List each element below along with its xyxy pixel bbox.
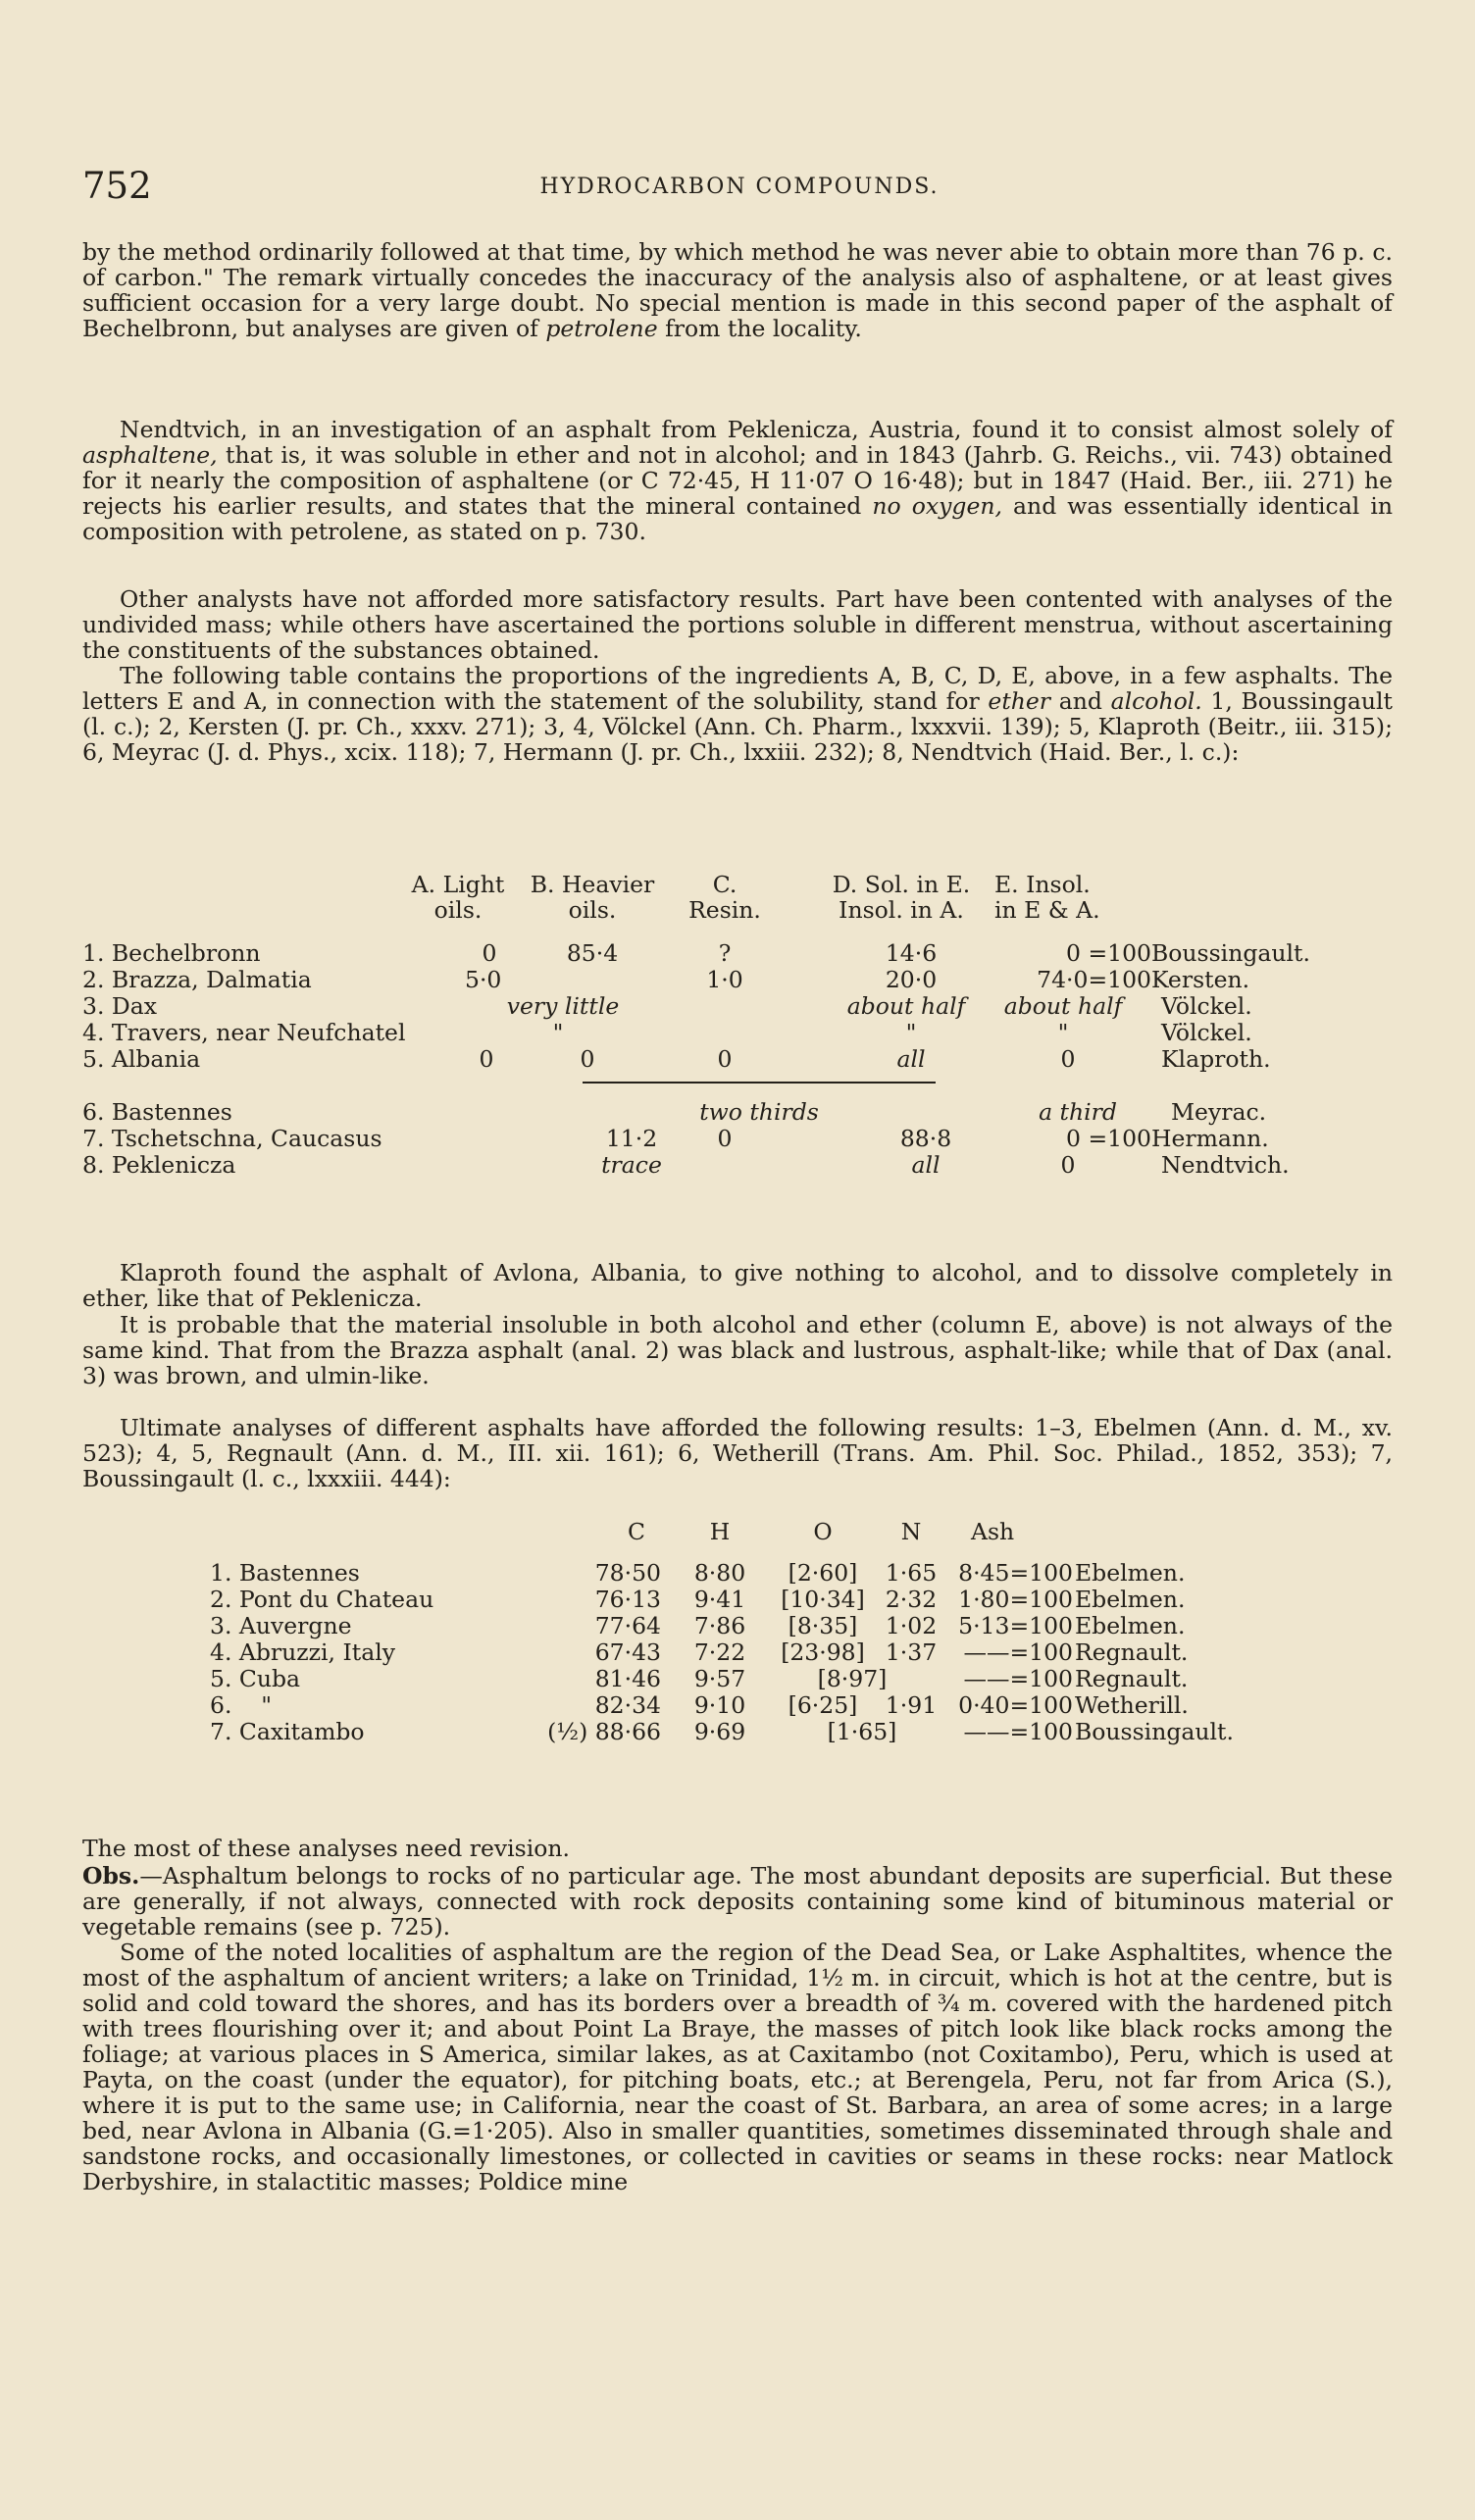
table-row-label: 2. Pont du Chateau (210, 1586, 434, 1613)
table-cell: 1·65 (885, 1559, 938, 1587)
paragraph-text: Klaproth found the asphalt of Avlona, Albania, to give nothing to alcohol, and to dissolve completely in ether, like that of Peklenicza. (82, 1259, 1393, 1312)
table-cell: ——=100 (963, 1665, 1073, 1692)
col-header-a: A. Light (411, 871, 505, 898)
col-header-ash: Ash (971, 1518, 1015, 1545)
page-header (82, 165, 1397, 214)
table-row-label: 1. Bechelbronn (82, 939, 261, 967)
table-cell: 8·45=100 (958, 1559, 1073, 1587)
table-cell: ? (718, 939, 732, 967)
table-cell: 1·02 (885, 1612, 938, 1639)
table-cell: two thirds (699, 1098, 819, 1126)
italic-run: alcohol. (1110, 687, 1202, 715)
table-cell-author: Wetherill. (1075, 1691, 1189, 1719)
paragraph (82, 239, 1393, 341)
table-cell: trace (601, 1151, 662, 1179)
table-row-label: 6. " (210, 1691, 273, 1719)
page-number: 752 (82, 165, 152, 207)
table-cell: 74·0=100 (1037, 966, 1151, 993)
col-header-n: N (900, 1518, 922, 1545)
table-cell: 9·41 (693, 1586, 746, 1613)
col-header-c-sub: Resin. (688, 896, 761, 924)
table-cell: 7·22 (693, 1638, 746, 1666)
table-cell: 77·64 (594, 1612, 661, 1639)
table-cell: 7·86 (693, 1612, 746, 1639)
table-cell: ——=100 (963, 1718, 1073, 1745)
text-run: and was essentially identical in composition with petrolene, as stated on p. 730. (82, 492, 1393, 545)
table-cell: 14·6 (885, 939, 938, 967)
col-header-o: O (813, 1518, 833, 1545)
paragraph (82, 1836, 1393, 1861)
table-cell: 78·50 (594, 1559, 661, 1587)
table-cell-author: Ebelmen. (1075, 1586, 1186, 1613)
table-cell: [23·98] (781, 1638, 865, 1666)
table-cell: 85·4 (566, 939, 619, 967)
table-cell: [8·97] (817, 1665, 888, 1692)
col-header-e: E. Insol. (994, 871, 1091, 898)
table-cell: 2·32 (885, 1586, 938, 1613)
table-cell: 0 (717, 1125, 733, 1152)
table-cell-author: Nendtvich. (1161, 1151, 1290, 1179)
table-cell-author: Regnault. (1075, 1638, 1189, 1666)
paragraph-text: Ultimate analyses of different asphalts have afforded the following results: 1–3, Ebelmen (Ann. d. M., xv. 523); 4, 5, Regnault (Ann. d. M., III. xii. 161); 6, Wetherill (Trans. Am. Phil. Soc. Philad., 1852, 353); 7, Boussingault (l. c., lxxxiii. 444): (82, 1414, 1393, 1492)
table-row-label: 5. Cuba (210, 1665, 301, 1692)
col-header-c: C. (712, 871, 738, 898)
table-row-label: 6. Bastennes (82, 1098, 232, 1126)
table-cell-author: Kersten. (1151, 966, 1250, 993)
table-cell: 0 (1060, 1151, 1076, 1179)
table-cell: 5·13=100 (958, 1612, 1073, 1639)
table-cell: [10·34] (781, 1586, 865, 1613)
table-cell: very little (506, 992, 620, 1020)
text-run: The following table contains the proportions of the ingredients A, B, C, D, E, above, in a few asphalts. The letters E and A, in connection with the statement of the solubility, stand for (82, 662, 1393, 715)
table-cell: 76·13 (594, 1586, 661, 1613)
italic-run: no oxygen, (872, 492, 1002, 520)
paragraph (82, 1415, 1393, 1491)
table-cell-author: Völckel. (1161, 1019, 1252, 1046)
table-cell: 1·91 (885, 1691, 938, 1719)
paragraph (82, 586, 1393, 663)
table-cell: 0 (717, 1045, 733, 1073)
table-cell: (½) 88·66 (547, 1718, 661, 1745)
table-cell: 11·2 (605, 1125, 658, 1152)
paragraph-text: Some of the noted localities of asphaltum are the region of the Dead Sea, or Lake Asphaltites, whence the most of the asphaltum of ancient writers; a lake on Trinidad, 1½ m. in circuit, which is hot at the centre, but is solid and cold toward the shores, and has its borders over a breadth of ¾ m. covered with the hardened pitch with trees flourishing over it; and about Point La Braye, the masses of pitch look like black rocks among the foliage; at various places in S America, similar lakes, as at Caxitambo (not Coxitambo), Peru, which is used at Payta, on the coast (under the equator), for pitching boats, etc.; at Berengela, Peru, not far from Arica (S.), where it is put to the same use; in California, near the coast of St. Barbara, an area of some acres; in a large bed, near Avlona in Albania (G.=1·205). Also in smaller quantities, sometimes disseminated through shale and sandstone rocks, and occasionally limestones, or collected in cavities or seams in these rocks: near Matlock Derbyshire, in stalactitic masses; Poldice mine (82, 1939, 1393, 2195)
table-cell: ——=100 (963, 1638, 1073, 1666)
table-cell: 67·43 (594, 1638, 661, 1666)
table-row-label: 2. Brazza, Dalmatia (82, 966, 312, 993)
table-cell: [2·60] (788, 1559, 858, 1587)
table-row-label: 3. Dax (82, 992, 157, 1020)
table-cell-author: Boussingault. (1151, 939, 1310, 967)
paragraph (82, 1312, 1393, 1388)
table-cell: 0 (580, 1045, 595, 1073)
table-row-label: 4. Travers, near Neufchatel (82, 1019, 406, 1046)
table-cell: about half (846, 992, 966, 1020)
table-cell: 1·37 (885, 1638, 938, 1666)
table-cell: 0 (1060, 1045, 1076, 1073)
table-cell: 1·80=100 (958, 1586, 1073, 1613)
table-cell: 81·46 (594, 1665, 661, 1692)
col-header-b-sub: oils. (568, 896, 617, 924)
table-cell: 8·80 (693, 1559, 746, 1587)
table-row-label: 7. Caxitambo (210, 1718, 365, 1745)
col-header-c: C (628, 1518, 645, 1545)
table-cell: [6·25] (788, 1691, 858, 1719)
paragraph-text: It is probable that the material insoluble in both alcohol and ether (column E, above) is not always of the same kind. That from the Brazza asphalt (anal. 2) was black and lustrous, asphalt-like; while that of Dax (anal. 3) was brown, and ulmin-like. (82, 1311, 1393, 1389)
table-cell: 0·40=100 (958, 1691, 1073, 1719)
paragraph-text: Other analysts have not afforded more satisfactory results. Part have been contented with analyses of the undivided mass; while others have ascertained the portions soluble in different menstrua, without ascertaining the constituents of the substances obtained. (82, 585, 1393, 664)
paragraph (82, 417, 1393, 544)
paragraph (82, 663, 1393, 765)
italic-run: ether (988, 687, 1051, 715)
paragraph-text: The most of these analyses need revision. (82, 1835, 570, 1862)
ultimate-analyses-table (82, 1518, 1397, 1812)
table-row-label: 8. Peklenicza (82, 1151, 236, 1179)
table-cell: [8·35] (788, 1612, 858, 1639)
table-cell: [1·65] (827, 1718, 897, 1745)
table-cell: 5·0 (465, 966, 502, 993)
table-row-label: 7. Tschetschna, Caucasus (82, 1125, 382, 1152)
text-run: and (1050, 687, 1111, 715)
text-run: —Asphaltum belongs to rocks of no particular age. The most abundant deposits are superficial. But these are generally, if not always, connected with rock deposits containing some kind of bituminous material or vegetable remains (see p. 725). (82, 1862, 1393, 1940)
col-header-h: H (709, 1518, 731, 1545)
text-run: Nendtvich, in an investigation of an asphalt from Peklenicza, Austria, found it to consist almost solely of (120, 416, 1393, 443)
text-run: from the locality. (657, 315, 862, 342)
italic-run: asphaltene, (82, 441, 218, 469)
text-run: by the method ordinarily followed at that time, by which method he was never abie to obtain more than 76 p. c. of carbon." The remark virtually concedes the inaccuracy of the analysis also of asphaltene, or at least gives sufficient occasion for a very large doubt. No special mention is made in this second paper of the asphalt of Bechelbronn, but analyses are given of (82, 238, 1393, 342)
text-run: 1, Boussingault (l. c.); 2, Kersten (J. pr. Ch., xxxv. 271); 3, 4, Völckel (Ann. Ch. Pharm., lxxxvii. 139); 5, Klaproth (Beitr., iii. 315); 6, Meyrac (J. d. Phys., xcix. 118); 7, Hermann (J. pr. Ch., lxxiii. 232); 8, Nendtvich (Haid. Ber., l. c.): (82, 687, 1393, 766)
col-header-e-sub: in E & A. (994, 896, 1100, 924)
table-cell: 1·0 (706, 966, 743, 993)
table-cell-author: Hermann. (1151, 1125, 1269, 1152)
table-cell: a third (1039, 1098, 1117, 1126)
table-cell-author: Meyrac. (1171, 1098, 1267, 1126)
col-header-b: B. Heavier (530, 871, 655, 898)
text-run: that is, it was soluble in ether and not in alcohol; and in 1843 (Jahrb. G. Reichs., vii. 743) obtained for it nearly the composition of asphaltene (or C 72·45, H 11·07 O 16·48); but in 1847 (Haid. Ber., iii. 271) he rejects his earlier results, and states that the mineral contained (82, 441, 1393, 520)
table-cell-author: Regnault. (1075, 1665, 1189, 1692)
table-cell: 0 (479, 1045, 494, 1073)
table-cell: 9·69 (693, 1718, 746, 1745)
table-row-label: 1. Bastennes (210, 1559, 360, 1587)
paragraph (82, 1863, 1393, 1940)
table-cell: all (911, 1151, 941, 1179)
table-cell: 82·34 (594, 1691, 661, 1719)
table-cell: 20·0 (885, 966, 938, 993)
table-cell-author: Ebelmen. (1075, 1559, 1186, 1587)
table-cell: " (905, 1019, 917, 1046)
table-cell-author: Ebelmen. (1075, 1612, 1186, 1639)
solubility-table (82, 871, 1397, 1224)
table-cell-author: Völckel. (1161, 992, 1252, 1020)
paragraph (82, 1260, 1393, 1311)
table-cell: 9·10 (693, 1691, 746, 1719)
italic-run: petrolene (545, 315, 658, 342)
table-cell: 0 =100 (1066, 939, 1151, 967)
table-row-label: 5. Albania (82, 1045, 201, 1073)
table-cell: 0 (482, 939, 497, 967)
table-cell: all (896, 1045, 926, 1073)
table-cell: 88·8 (899, 1125, 952, 1152)
table-cell: " (1057, 1019, 1069, 1046)
running-title: HYDROCARBON COMPOUNDS. (539, 175, 940, 199)
grouping-brace (583, 1074, 936, 1084)
col-header-d-sub: Insol. in A. (839, 896, 964, 924)
table-cell: " (552, 1019, 564, 1046)
table-cell: 0 =100 (1066, 1125, 1151, 1152)
table-cell-author: Klaproth. (1161, 1045, 1271, 1073)
table-cell: about half (1003, 992, 1123, 1020)
col-header-d: D. Sol. in E. (832, 871, 971, 898)
table-row-label: 3. Auvergne (210, 1612, 352, 1639)
table-cell-author: Boussingault. (1075, 1718, 1234, 1745)
table-cell: 9·57 (693, 1665, 746, 1692)
paragraph (82, 1940, 1393, 2194)
col-header-a-sub: oils. (433, 896, 483, 924)
table-row-label: 4. Abruzzi, Italy (210, 1638, 396, 1666)
obs-label: Obs. (82, 1862, 140, 1890)
